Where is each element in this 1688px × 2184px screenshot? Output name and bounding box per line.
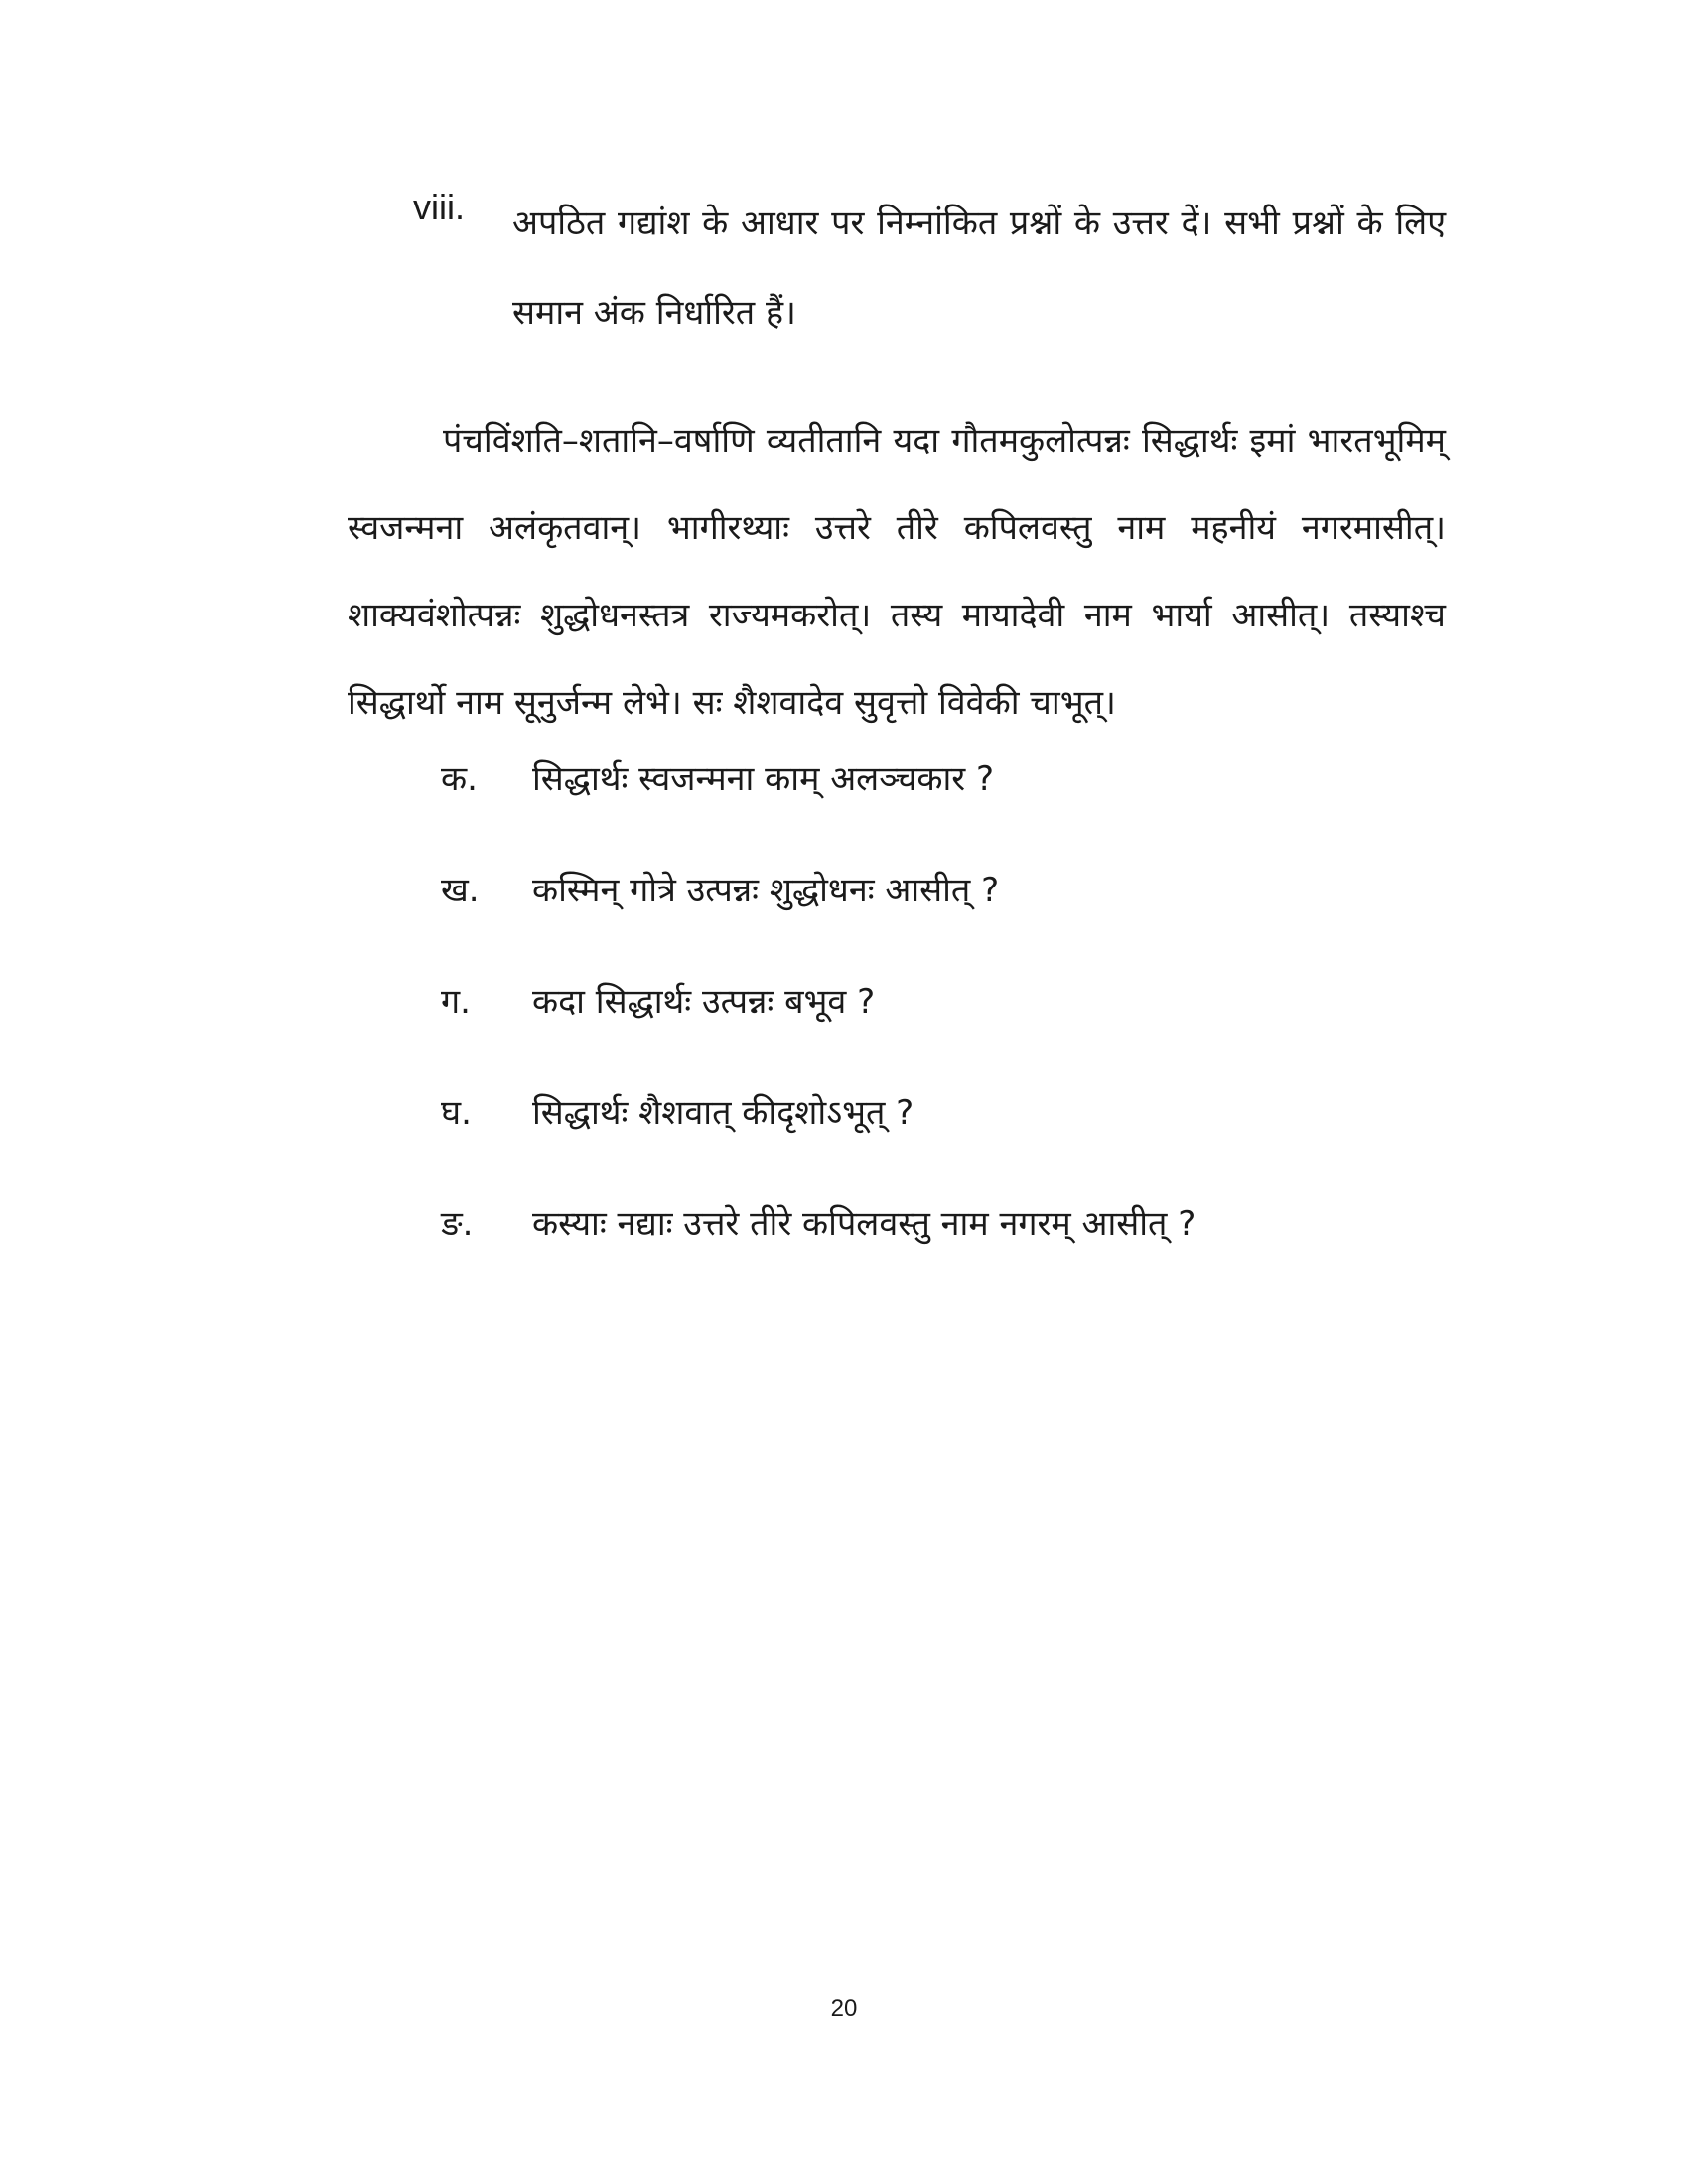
question-text: कस्याः नद्याः उत्तरे तीरे कपिलवस्तु नाम नगरम् आसीत् ? bbox=[532, 1204, 1196, 1244]
question-text: सिद्धार्थः स्वजन्मना काम् अलञ्चकार ? bbox=[532, 759, 995, 799]
question-list bbox=[441, 735, 1434, 1291]
question-text: कदा सिद्धार्थः उत्पन्नः बभूव ? bbox=[532, 982, 876, 1022]
question-label: ख. bbox=[441, 871, 480, 910]
question-item bbox=[441, 846, 1434, 957]
question-text: कस्मिन् गोत्रे उत्पन्नः शुद्धोधनः आसीत् ? bbox=[532, 871, 1000, 910]
question-label: ग. bbox=[441, 982, 471, 1022]
question-label: घ. bbox=[441, 1093, 472, 1133]
question-item bbox=[441, 1068, 1434, 1179]
question-text: सिद्धार्थः शैशवात् कीदृशोऽभूत् ? bbox=[532, 1093, 914, 1133]
question-label: ङ. bbox=[441, 1204, 474, 1244]
question-label: क. bbox=[441, 759, 478, 799]
question-item bbox=[441, 735, 1434, 846]
question-item bbox=[441, 1179, 1434, 1291]
instruction-text: अपठित गद्यांश के आधार पर निम्नांकित प्रश्नों के उत्तर दें। सभी प्रश्नों के लिए समान अंक निर्धारित हैं। bbox=[512, 204, 1446, 333]
item-number: viii. bbox=[413, 187, 465, 227]
question-item bbox=[441, 957, 1434, 1068]
unseen-passage: पंचविंशति–शतानि–वर्षाणि व्यतीतानि यदा गौतमकुलोत्पन्नः सिद्धार्थः इमां भारतभूमिम् स्वजन्मना अलंकृतवान्। भागीरथ्याः उत्तरे तीरे कपिलवस्तु नाम महनीयं नगरमासीत्। शाक्यवंशोत्पन्नः शुद्धोधनस्तत्र राज्यमकरोत्। तस्य मायादेवी नाम भार्या आसीत्। तस्याश्च सिद्धार्थो नाम सूनुर्जन्म लेभे। सः शैशवादेव सुवृत्तो विवेकी चाभूत्। bbox=[348, 421, 1446, 723]
page-number: 20 bbox=[830, 1995, 858, 2022]
